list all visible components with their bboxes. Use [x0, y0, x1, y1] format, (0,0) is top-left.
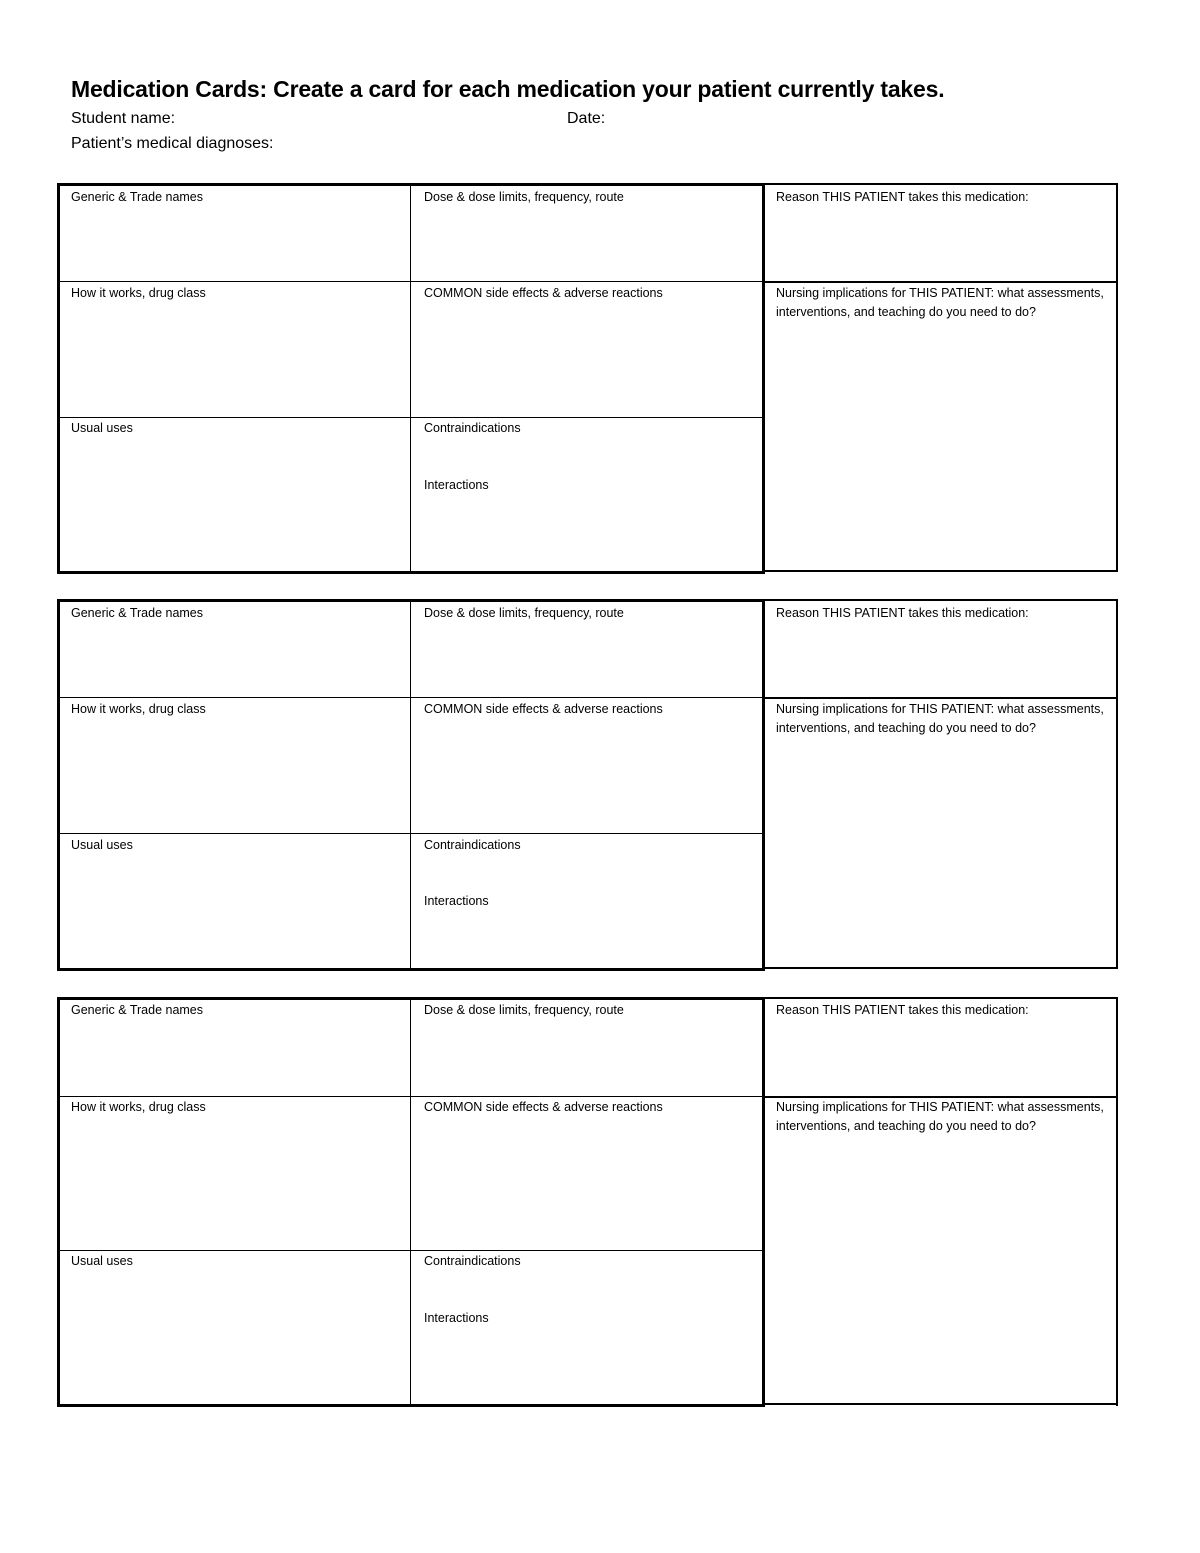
side-effects-label: COMMON side effects & adverse reactions	[424, 1100, 663, 1114]
reason-label: Reason THIS PATIENT takes this medication:	[776, 190, 1029, 204]
contraindications-label: Contraindications	[424, 1254, 521, 1268]
generic-trade-names-label: Generic & Trade names	[71, 190, 204, 204]
how-it-works-label: How it works, drug class	[71, 702, 206, 716]
generic-trade-names-label: Generic & Trade names	[71, 1003, 204, 1017]
nursing-implications-label: Nursing implications for THIS PATIENT: what assessments, interventions, and teaching do you need to do?	[776, 286, 1104, 319]
dose-label: Dose & dose limits, frequency, route	[424, 1003, 624, 1017]
interactions-label: Interactions	[424, 1311, 489, 1325]
date-label: Date:	[567, 110, 606, 127]
how-it-works-label: How it works, drug class	[71, 1100, 206, 1114]
usual-uses-label: Usual uses	[71, 1254, 133, 1268]
side-effects-label: COMMON side effects & adverse reactions	[424, 702, 663, 716]
interactions-label: Interactions	[424, 478, 489, 492]
contraindications-label: Contraindications	[424, 838, 521, 852]
reason-label: Reason THIS PATIENT takes this medication:	[776, 606, 1029, 620]
student-name-label: Student name:	[71, 110, 176, 127]
how-it-works-label: How it works, drug class	[71, 286, 206, 300]
nursing-implications-label: Nursing implications for THIS PATIENT: what assessments, interventions, and teaching do you need to do?	[776, 702, 1104, 735]
usual-uses-label: Usual uses	[71, 421, 133, 435]
page-title: Medication Cards: Create a card for each medication your patient currently takes.	[71, 76, 945, 102]
diagnoses-label: Patient’s medical diagnoses:	[71, 135, 274, 152]
dose-label: Dose & dose limits, frequency, route	[424, 606, 624, 620]
contraindications-label: Contraindications	[424, 421, 521, 435]
generic-trade-names-label: Generic & Trade names	[71, 606, 204, 620]
dose-label: Dose & dose limits, frequency, route	[424, 190, 624, 204]
reason-label: Reason THIS PATIENT takes this medication:	[776, 1003, 1029, 1017]
usual-uses-label: Usual uses	[71, 838, 133, 852]
side-effects-label: COMMON side effects & adverse reactions	[424, 286, 663, 300]
interactions-label: Interactions	[424, 894, 489, 908]
nursing-implications-label: Nursing implications for THIS PATIENT: what assessments, interventions, and teaching do you need to do?	[776, 1100, 1104, 1133]
